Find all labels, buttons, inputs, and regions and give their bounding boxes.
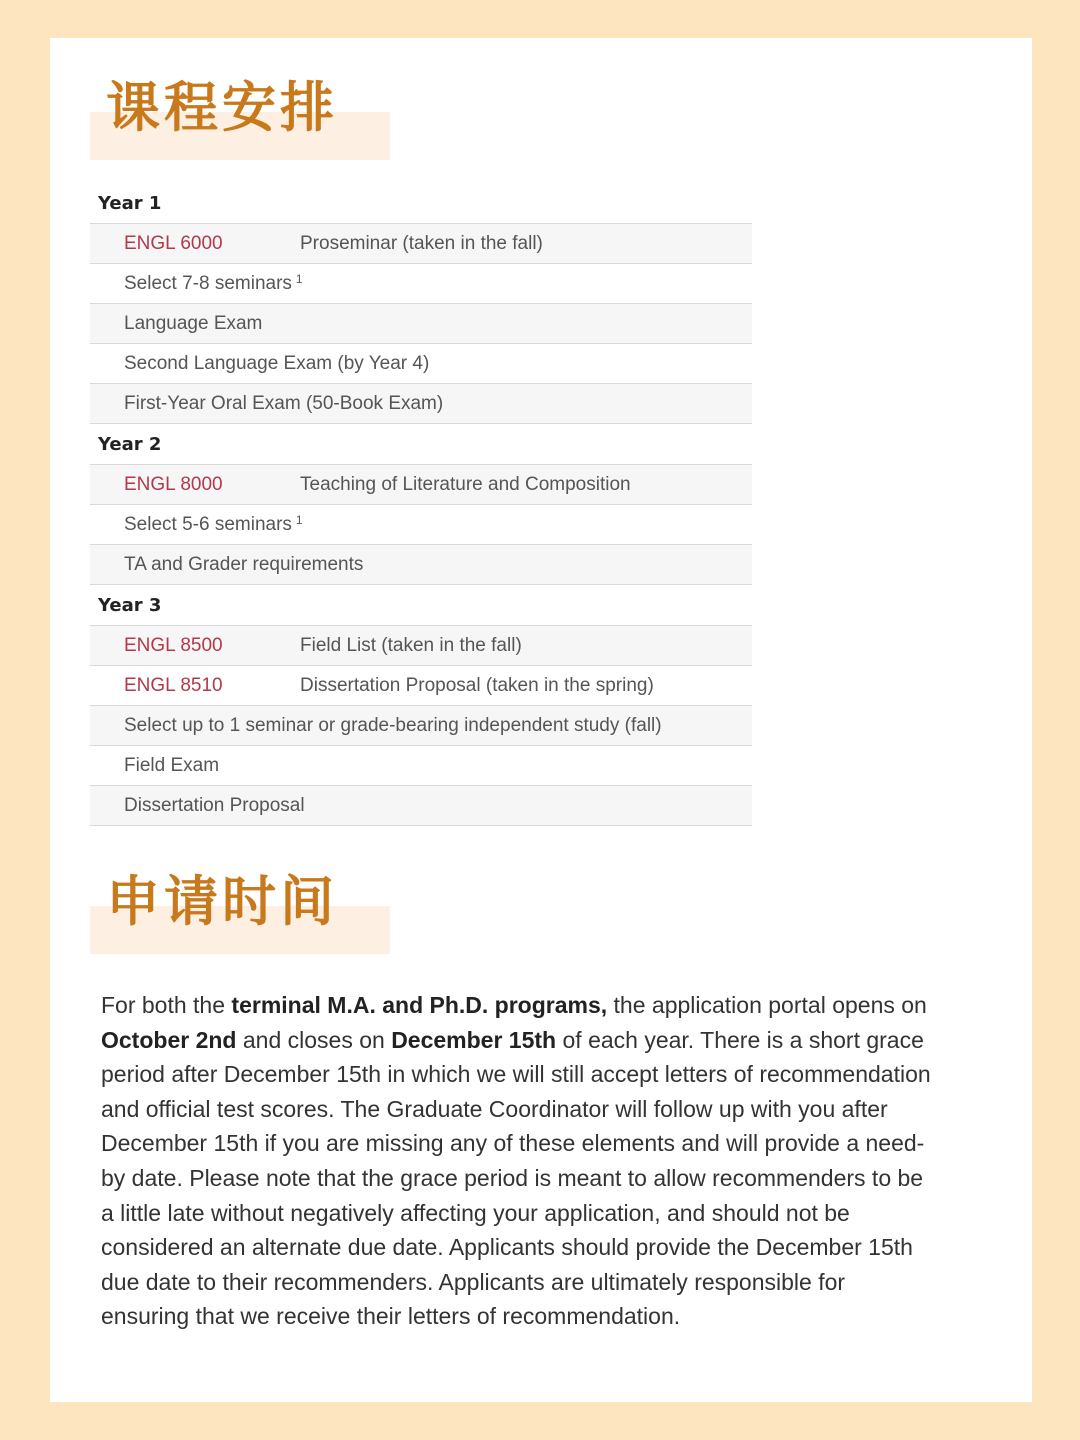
schedule-row: [90, 545, 752, 585]
course-description: Language Exam: [124, 313, 263, 334]
course-code-link[interactable]: ENGL 8510: [124, 675, 223, 696]
schedule-row: [90, 304, 752, 344]
emphasis-text: December 15th: [391, 1026, 557, 1053]
schedule-row: [90, 626, 752, 666]
schedule-row: [90, 746, 752, 786]
course-description: Proseminar (taken in the fall): [300, 233, 543, 254]
year-heading: Year 1: [90, 183, 752, 224]
course-description: Dissertation Proposal: [124, 795, 305, 816]
course-description: Select up to 1 seminar or grade-bearing independent study (fall): [124, 715, 662, 736]
schedule-heading: [90, 70, 390, 160]
year-heading: Year 2: [90, 424, 752, 465]
schedule-row: [90, 706, 752, 746]
course-description: First-Year Oral Exam (50-Book Exam): [124, 393, 444, 414]
schedule-row: [90, 264, 752, 304]
course-description: Field List (taken in the fall): [300, 635, 522, 656]
year-heading: Year 3: [90, 585, 752, 626]
emphasis-text: terminal M.A. and Ph.D. programs,: [231, 992, 608, 1018]
course-description: TA and Grader requirements: [124, 554, 364, 575]
footnote-marker[interactable]: 1: [295, 513, 303, 527]
application-paragraph: [101, 988, 931, 1334]
schedule-row: [90, 786, 752, 826]
schedule-row: [90, 384, 752, 424]
application-heading: [90, 864, 390, 954]
schedule-row: [90, 224, 752, 264]
schedule-row: [90, 666, 752, 706]
content-card: [50, 38, 1032, 1402]
course-description: Select 5-6 seminars: [124, 514, 292, 535]
course-description: Teaching of Literature and Composition: [300, 474, 631, 495]
body-text: and closes on: [236, 1026, 392, 1053]
course-description: Field Exam: [124, 755, 220, 776]
course-code-link[interactable]: ENGL 6000: [124, 233, 223, 254]
schedule-row: [90, 344, 752, 384]
course-schedule-table: [90, 183, 752, 826]
body-text: of each year. There is a short grace period after December 15th in which we will still accept letters of recommendation and official test scores. The Graduate Coordinator will follow up with you after December 15th if you are missing any of these elements and will provide a need-by date. Please note that the grace period is meant to allow recommenders to be a little late without negatively affecting your application, and should not be considered an alternate due date. Applicants should provide the December 15th due date to their recommenders. Applicants are ultimately responsible for ensuring that we receive their letters of recommendation.: [101, 1026, 931, 1330]
schedule-row: [90, 505, 752, 545]
course-description: Second Language Exam (by Year 4): [124, 353, 430, 374]
schedule-row: [90, 465, 752, 505]
course-description: Select 7-8 seminars: [124, 273, 292, 294]
course-code-link[interactable]: ENGL 8000: [124, 474, 223, 495]
schedule-heading-text: 课程安排: [106, 76, 338, 139]
course-code-link[interactable]: ENGL 8500: [124, 635, 223, 656]
body-text: For both the: [101, 992, 232, 1018]
body-text: the application portal opens on: [607, 992, 927, 1018]
footnote-marker[interactable]: 1: [295, 272, 303, 286]
course-description: Dissertation Proposal (taken in the spring): [300, 675, 654, 696]
emphasis-text: October 2nd: [101, 1026, 237, 1053]
application-heading-text: 申请时间: [106, 870, 338, 933]
